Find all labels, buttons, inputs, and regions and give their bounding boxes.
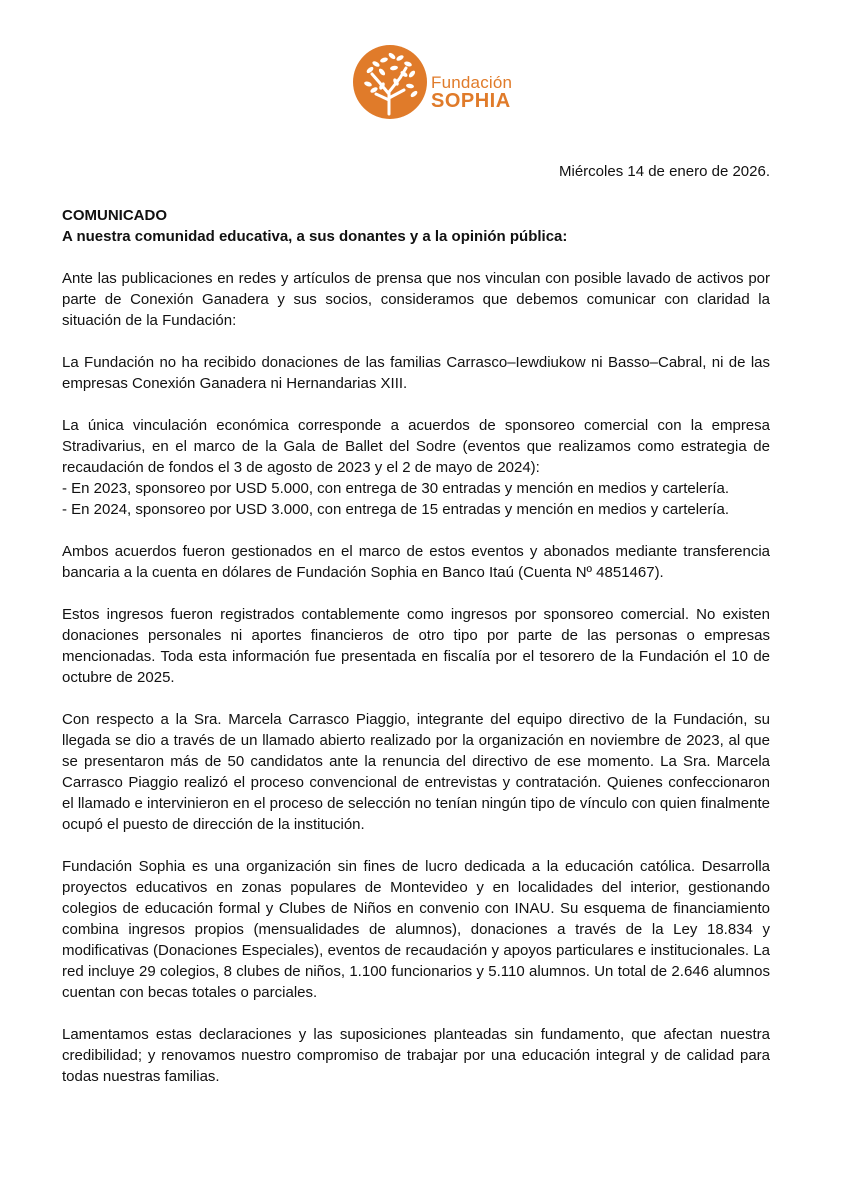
paragraph-directive: Con respecto a la Sra. Marcela Carrasco Piaggio, integrante del equipo directivo de la Fundación, su llegada se dio a través de un llamado abierto realizado por la organización en noviembre de 2023, al que se presentaron más de 50 candidatos ante la renuncia del directivo de ese momento. La Sra. Marcela Carrasco Piaggio realizó el proceso convencional de entrevistas y contratación. Quienes confeccionaron el llamado e intervinieron en el proceso de selección no tenían ningún tipo de vínculo con quien finalmente ocupó el puesto de dirección de la institución. — [62, 711, 770, 833]
document-heading — [62, 205, 770, 247]
paragraph-accounting: Estos ingresos fueron registrados contablemente como ingresos por sponsoreo comercial. No existen donaciones personales ni aportes financieros de otro tipo por parte de las personas o empresas mencionadas. Toda esta información fue presentada en fiscalía por el tesorero de la Fundación el 10 de octubre de 2025. — [62, 606, 770, 686]
paragraph-intro: Ante las publicaciones en redes y artículos de prensa que nos vinculan con posible lavado de activos por parte de Conexión Ganadera y sus socios, consideramos que debemos comunicar con claridad la situación de la Fundación: — [62, 270, 770, 329]
paragraph-no-donations: La Fundación no ha recibido donaciones de las familias Carrasco–Iewdiukow ni Basso–Cabral, ni de las empresas Conexión Ganadera ni Hernandarias XIII. — [62, 354, 770, 392]
paragraph-sponsorship — [62, 415, 770, 520]
sponsorship-intro: La única vinculación económica corresponde a acuerdos de sponsoreo comercial con la empresa Stradivarius, en el marco de la Gala de Ballet del Sodre (eventos que realizamos como estrategia de recaudación de fondos el 3 de agosto de 2023 y el 2 de mayo de 2024): — [62, 417, 770, 476]
paragraph-transfer: Ambos acuerdos fueron gestionados en el marco de estos eventos y abonados mediante transferencia bancaria a la cuenta en dólares de Fundación Sophia en Banco Itaú (Cuenta Nº 4851467). — [62, 543, 770, 581]
paragraph-closing: Lamentamos estas declaraciones y las suposiciones planteadas sin fundamento, que afectan nuestra credibilidad; y renovamos nuestro compromiso de trabajar por una educación integral y de calidad para todas nuestras familias. — [62, 1026, 770, 1085]
document-date: Miércoles 14 de enero de 2026. — [559, 163, 770, 180]
tree-logo-icon — [352, 42, 432, 124]
heading-title: COMUNICADO — [62, 207, 167, 224]
heading-subtitle: A nuestra comunidad educativa, a sus donantes y a la opinión pública: — [62, 228, 568, 245]
sponsorship-item-2024: - En 2024, sponsoreo por USD 3.000, con entrega de 15 entradas y mención en medios y cartelería. — [62, 501, 730, 518]
sponsorship-item-2023: - En 2023, sponsoreo por USD 5.000, con entrega de 30 entradas y mención en medios y cartelería. — [62, 480, 730, 497]
document-body — [62, 205, 770, 1108]
paragraph-about: Fundación Sophia es una organización sin fines de lucro dedicada a la educación católica. Desarrolla proyectos educativos en zonas populares de Montevideo y en localidades del interior, gestionando colegios de educación formal y Clubes de Niños en convenio con INAU. Su esquema de financiamiento combina ingresos propios (mensualidades de alumnos), donaciones a través de la Ley 18.834 y modificativas (Donaciones Especiales), eventos de recaudación y apoyos particulares e institucionales. La red incluye 29 colegios, 8 clubes de niños, 1.100 funcionarios y 5.110 alumnos. Un total de 2.646 alumnos cuentan con becas totales o parciales. — [62, 858, 770, 1001]
foundation-logo — [352, 42, 522, 124]
logo-text-sophia: SOPHIA — [431, 90, 511, 112]
logo-text-fundacion: Fundación — [431, 73, 513, 92]
